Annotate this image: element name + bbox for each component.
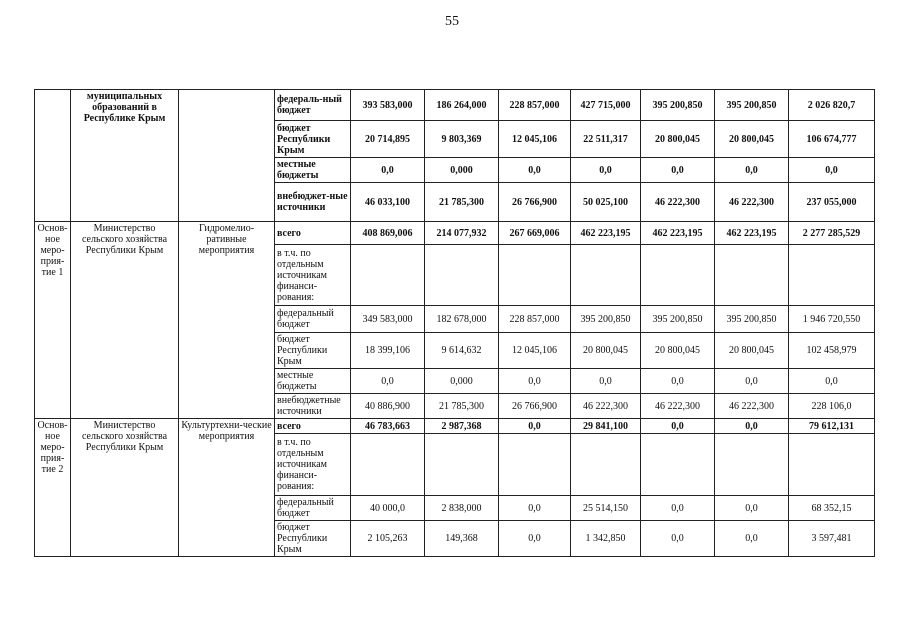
value-cell: 0,000 xyxy=(425,158,499,183)
funding-source-cell: бюджет Республики Крым xyxy=(275,521,351,557)
value-cell xyxy=(571,245,641,306)
value-cell: 237 055,000 xyxy=(789,183,875,222)
value-cell: 40 886,900 xyxy=(351,394,425,419)
activity-label-cell: Основ-ное меро-прия-тие 2 xyxy=(35,419,71,557)
value-cell: 349 583,000 xyxy=(351,306,425,333)
funding-source-cell: федеральный бюджет xyxy=(275,306,351,333)
value-cell: 106 674,777 xyxy=(789,121,875,158)
value-cell: 0,0 xyxy=(351,158,425,183)
value-cell: 0,0 xyxy=(789,158,875,183)
funding-source-cell: местные бюджеты xyxy=(275,369,351,394)
value-cell: 0,0 xyxy=(715,419,789,434)
value-cell: 0,0 xyxy=(789,369,875,394)
page-number: 55 xyxy=(445,14,459,29)
funding-source-cell: местные бюджеты xyxy=(275,158,351,183)
funding-table xyxy=(34,89,875,557)
funding-source-cell: внебюджетные источники xyxy=(275,394,351,419)
value-cell: 0,0 xyxy=(641,158,715,183)
value-cell: 50 025,100 xyxy=(571,183,641,222)
value-cell: 20 714,895 xyxy=(351,121,425,158)
value-cell: 0,0 xyxy=(715,521,789,557)
value-cell xyxy=(641,434,715,496)
funding-source-cell: бюджет Республики Крым xyxy=(275,121,351,158)
value-cell: 46 033,100 xyxy=(351,183,425,222)
value-cell: 9 614,632 xyxy=(425,333,499,369)
value-cell: 46 222,300 xyxy=(641,183,715,222)
value-cell: 20 800,045 xyxy=(641,333,715,369)
value-cell: 149,368 xyxy=(425,521,499,557)
table-row xyxy=(35,90,875,121)
value-cell: 462 223,195 xyxy=(571,222,641,245)
value-cell: 0,000 xyxy=(425,369,499,394)
value-cell: 12 045,106 xyxy=(499,121,571,158)
funding-source-cell: бюджет Республики Крым xyxy=(275,333,351,369)
value-cell: 29 841,100 xyxy=(571,419,641,434)
value-cell: 18 399,106 xyxy=(351,333,425,369)
table-row xyxy=(35,222,875,245)
value-cell: 21 785,300 xyxy=(425,183,499,222)
value-cell: 0,0 xyxy=(351,369,425,394)
value-cell xyxy=(789,434,875,496)
value-cell: 26 766,900 xyxy=(499,394,571,419)
value-cell: 395 200,850 xyxy=(641,306,715,333)
value-cell xyxy=(571,434,641,496)
value-cell: 0,0 xyxy=(641,521,715,557)
value-cell: 0,0 xyxy=(715,496,789,521)
table-row xyxy=(35,419,875,434)
value-cell: 0,0 xyxy=(571,369,641,394)
activity-label-cell: Основ-ное меро-прия-тие 1 xyxy=(35,222,71,419)
value-cell: 395 200,850 xyxy=(641,90,715,121)
value-cell: 1 946 720,550 xyxy=(789,306,875,333)
value-cell: 0,0 xyxy=(499,419,571,434)
value-cell: 9 803,369 xyxy=(425,121,499,158)
value-cell: 393 583,000 xyxy=(351,90,425,121)
value-cell xyxy=(789,245,875,306)
value-cell: 46 222,300 xyxy=(715,183,789,222)
value-cell xyxy=(715,434,789,496)
value-cell: 182 678,000 xyxy=(425,306,499,333)
value-cell: 26 766,900 xyxy=(499,183,571,222)
funding-source-cell: внебюджет-ные источники xyxy=(275,183,351,222)
value-cell: 12 045,106 xyxy=(499,333,571,369)
value-cell: 22 511,317 xyxy=(571,121,641,158)
value-cell: 46 222,300 xyxy=(571,394,641,419)
event-name-cell: Культуртехни-ческие мероприятия xyxy=(179,419,275,557)
value-cell: 267 669,006 xyxy=(499,222,571,245)
organization-cell: муниципальных образований в Республике Крым xyxy=(71,90,179,222)
value-cell xyxy=(425,245,499,306)
value-cell: 2 277 285,529 xyxy=(789,222,875,245)
value-cell: 0,0 xyxy=(499,496,571,521)
value-cell: 20 800,045 xyxy=(641,121,715,158)
value-cell: 20 800,045 xyxy=(715,333,789,369)
value-cell xyxy=(641,245,715,306)
value-cell: 2 838,000 xyxy=(425,496,499,521)
value-cell: 2 987,368 xyxy=(425,419,499,434)
value-cell: 46 222,300 xyxy=(641,394,715,419)
value-cell: 0,0 xyxy=(641,496,715,521)
value-cell: 1 342,850 xyxy=(571,521,641,557)
value-cell xyxy=(351,434,425,496)
value-cell: 0,0 xyxy=(499,158,571,183)
event-name-cell xyxy=(179,90,275,222)
value-cell: 214 077,932 xyxy=(425,222,499,245)
activity-label-cell xyxy=(35,90,71,222)
value-cell: 186 264,000 xyxy=(425,90,499,121)
value-cell xyxy=(351,245,425,306)
funding-source-cell: всего xyxy=(275,222,351,245)
value-cell: 0,0 xyxy=(571,158,641,183)
funding-source-cell: в т.ч. по отдельным источникам финанси-рования: xyxy=(275,434,351,496)
value-cell: 427 715,000 xyxy=(571,90,641,121)
value-cell: 0,0 xyxy=(715,369,789,394)
funding-source-cell: федераль-ный бюджет xyxy=(275,90,351,121)
organization-cell: Министерство сельского хозяйства Республики Крым xyxy=(71,419,179,557)
value-cell: 395 200,850 xyxy=(571,306,641,333)
value-cell: 46 783,663 xyxy=(351,419,425,434)
value-cell: 228 857,000 xyxy=(499,306,571,333)
value-cell: 228 106,0 xyxy=(789,394,875,419)
value-cell: 102 458,979 xyxy=(789,333,875,369)
value-cell: 462 223,195 xyxy=(715,222,789,245)
value-cell xyxy=(715,245,789,306)
value-cell: 68 352,15 xyxy=(789,496,875,521)
value-cell: 0,0 xyxy=(499,369,571,394)
organization-cell: Министерство сельского хозяйства Республики Крым xyxy=(71,222,179,419)
value-cell: 20 800,045 xyxy=(715,121,789,158)
value-cell: 0,0 xyxy=(641,419,715,434)
value-cell: 40 000,0 xyxy=(351,496,425,521)
funding-source-cell: в т.ч. по отдельным источникам финанси-рования: xyxy=(275,245,351,306)
value-cell: 20 800,045 xyxy=(571,333,641,369)
value-cell xyxy=(425,434,499,496)
value-cell: 2 105,263 xyxy=(351,521,425,557)
value-cell: 3 597,481 xyxy=(789,521,875,557)
value-cell: 46 222,300 xyxy=(715,394,789,419)
event-name-cell: Гидромелио-ративные мероприятия xyxy=(179,222,275,419)
value-cell: 25 514,150 xyxy=(571,496,641,521)
value-cell: 0,0 xyxy=(499,521,571,557)
value-cell: 228 857,000 xyxy=(499,90,571,121)
value-cell: 0,0 xyxy=(715,158,789,183)
value-cell: 0,0 xyxy=(641,369,715,394)
value-cell: 21 785,300 xyxy=(425,394,499,419)
value-cell: 408 869,006 xyxy=(351,222,425,245)
value-cell: 395 200,850 xyxy=(715,90,789,121)
value-cell xyxy=(499,434,571,496)
value-cell xyxy=(499,245,571,306)
value-cell: 395 200,850 xyxy=(715,306,789,333)
value-cell: 462 223,195 xyxy=(641,222,715,245)
funding-source-cell: федеральный бюджет xyxy=(275,496,351,521)
value-cell: 2 026 820,7 xyxy=(789,90,875,121)
funding-source-cell: всего xyxy=(275,419,351,434)
value-cell: 79 612,131 xyxy=(789,419,875,434)
